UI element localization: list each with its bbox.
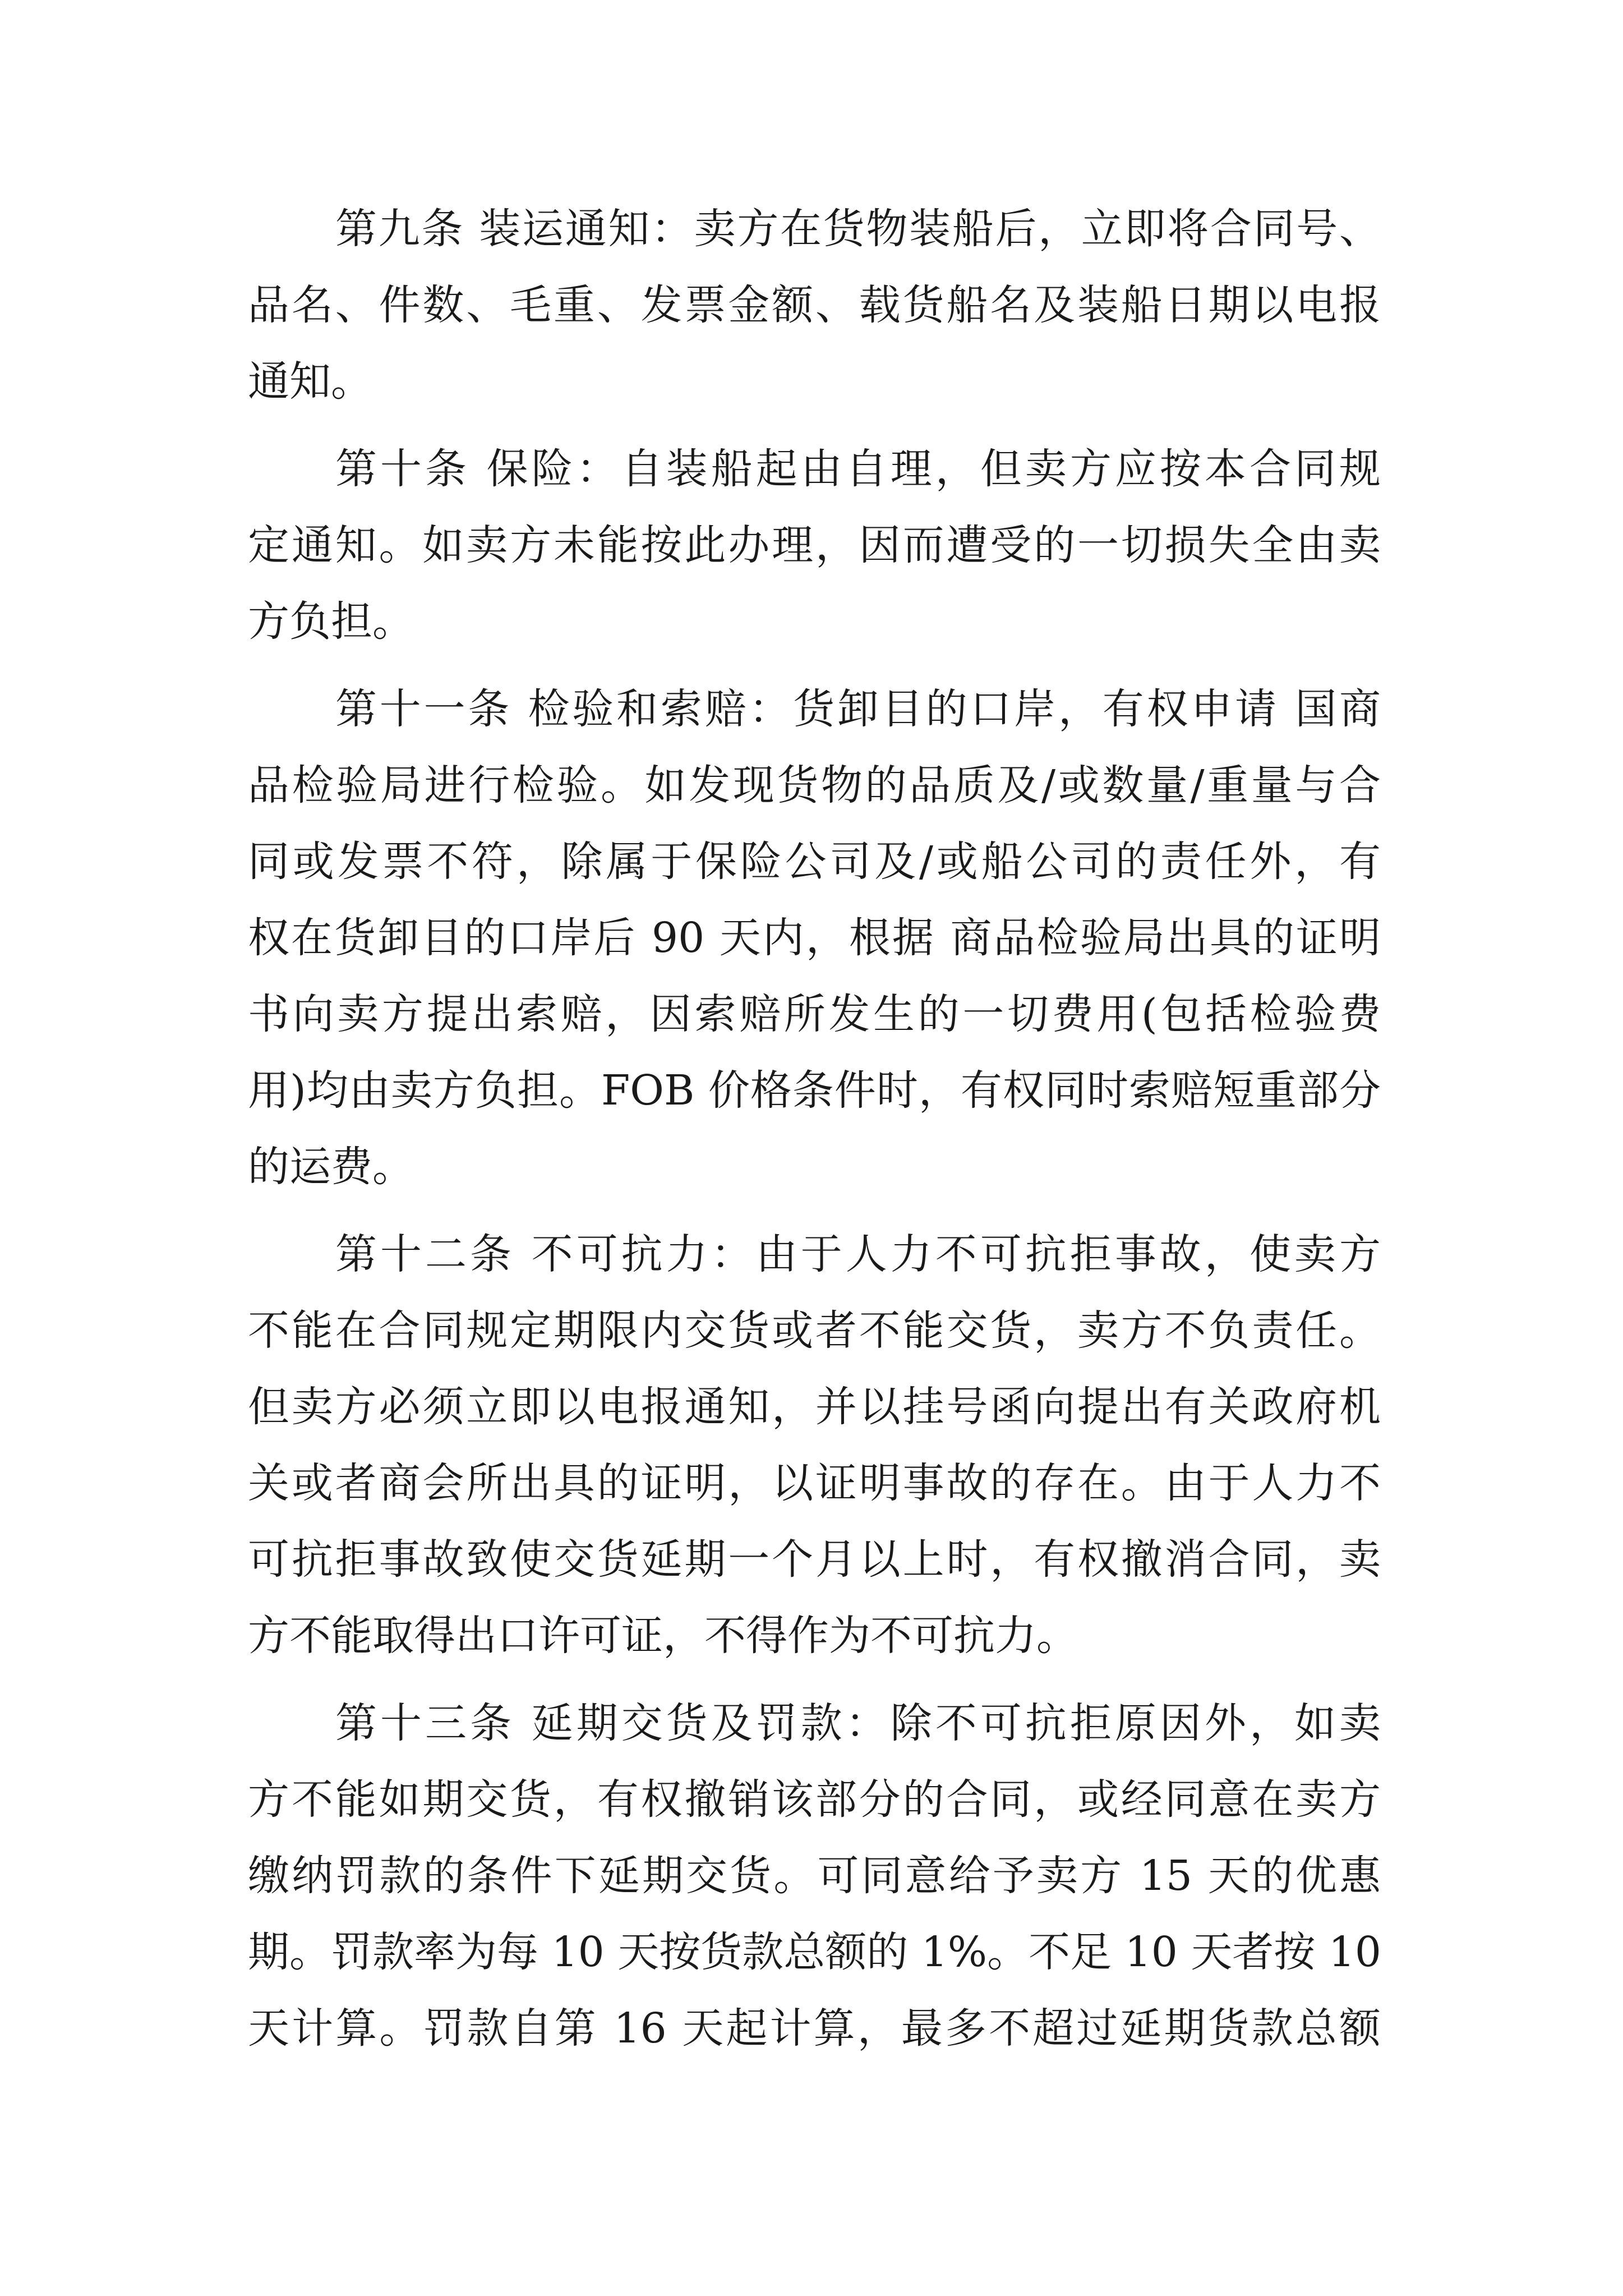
paragraph-spacer <box>248 420 1381 431</box>
text-line: 期。罚款率为每 10 天按货款总额的 1%。不足 10 天者按 10 <box>248 1928 1382 1976</box>
text-line: 方不能如期交货，有权撤销该部分的合同，或经同意在卖方 <box>248 1775 1381 1824</box>
text-line: 权在货卸目的口岸后 90 天内，根据 商品检验局出具的证明 <box>248 914 1381 962</box>
paragraph-spacer <box>248 1205 1381 1216</box>
text-line: 但卖方必须立即以电报通知，并以挂号函向提出有关政府机 <box>248 1383 1381 1431</box>
text-line: 的运费。 <box>248 1143 414 1191</box>
paragraph-spacer <box>248 1674 1381 1685</box>
document-body <box>248 191 1381 2067</box>
text-line: 方负担。 <box>248 597 414 646</box>
text-line: 缴纳罚款的条件下延期交货。可同意给予卖方 15 天的优惠 <box>248 1852 1381 1900</box>
text-line: 同或发票不符，除属于保险公司及/或船公司的责任外，有 <box>248 838 1381 886</box>
text-line: 书向卖方提出索赔，因索赔所发生的一切费用(包括检验费 <box>248 990 1381 1038</box>
text-line: 天计算。罚款自第 16 天起计算，最多不超过延期货款总额 <box>248 2004 1381 2053</box>
text-line: 定通知。如卖方未能按此办理，因而遭受的一切损失全由卖 <box>248 521 1381 569</box>
text-line: 方不能取得出口许可证，不得作为不可抗力。 <box>248 1612 1078 1660</box>
paragraph-spacer <box>248 660 1381 671</box>
text-line: 品名、件数、毛重、发票金额、载货船名及装船日期以电报 <box>248 281 1381 329</box>
text-line: 可抗拒事故致使交货延期一个月以上时，有权撤消合同，卖 <box>248 1535 1381 1584</box>
paragraph-article-11 <box>248 671 1381 1205</box>
text-line: 第十三条 延期交货及罚款：除不可抗拒原因外，如卖 <box>335 1699 1381 1747</box>
text-line: 第九条 装运通知：卖方在货物装船后，立即将合同号、 <box>335 205 1381 253</box>
paragraph-article-12 <box>248 1216 1381 1674</box>
text-line: 第十条 保险：自装船起由自理，但卖方应按本合同规 <box>335 445 1381 493</box>
text-line: 通知。 <box>248 357 372 406</box>
paragraph-article-13 <box>248 1685 1381 2067</box>
text-line: 用)均由卖方负担。FOB 价格条件时，有权同时索赔短重部分 <box>248 1066 1381 1115</box>
paragraph-article-9 <box>248 191 1381 420</box>
text-line: 关或者商会所出具的证明，以证明事故的存在。由于人力不 <box>248 1459 1381 1507</box>
text-line: 不能在合同规定期限内交货或者不能交货，卖方不负责任。 <box>248 1306 1381 1355</box>
text-line: 第十二条 不可抗力：由于人力不可抗拒事故，使卖方 <box>335 1230 1381 1278</box>
paragraph-article-10 <box>248 431 1381 660</box>
text-line: 第十一条 检验和索赔：货卸目的口岸，有权申请 国商 <box>335 685 1381 733</box>
text-line: 品检验局进行检验。如发现货物的品质及/或数量/重量与合 <box>248 761 1381 809</box>
